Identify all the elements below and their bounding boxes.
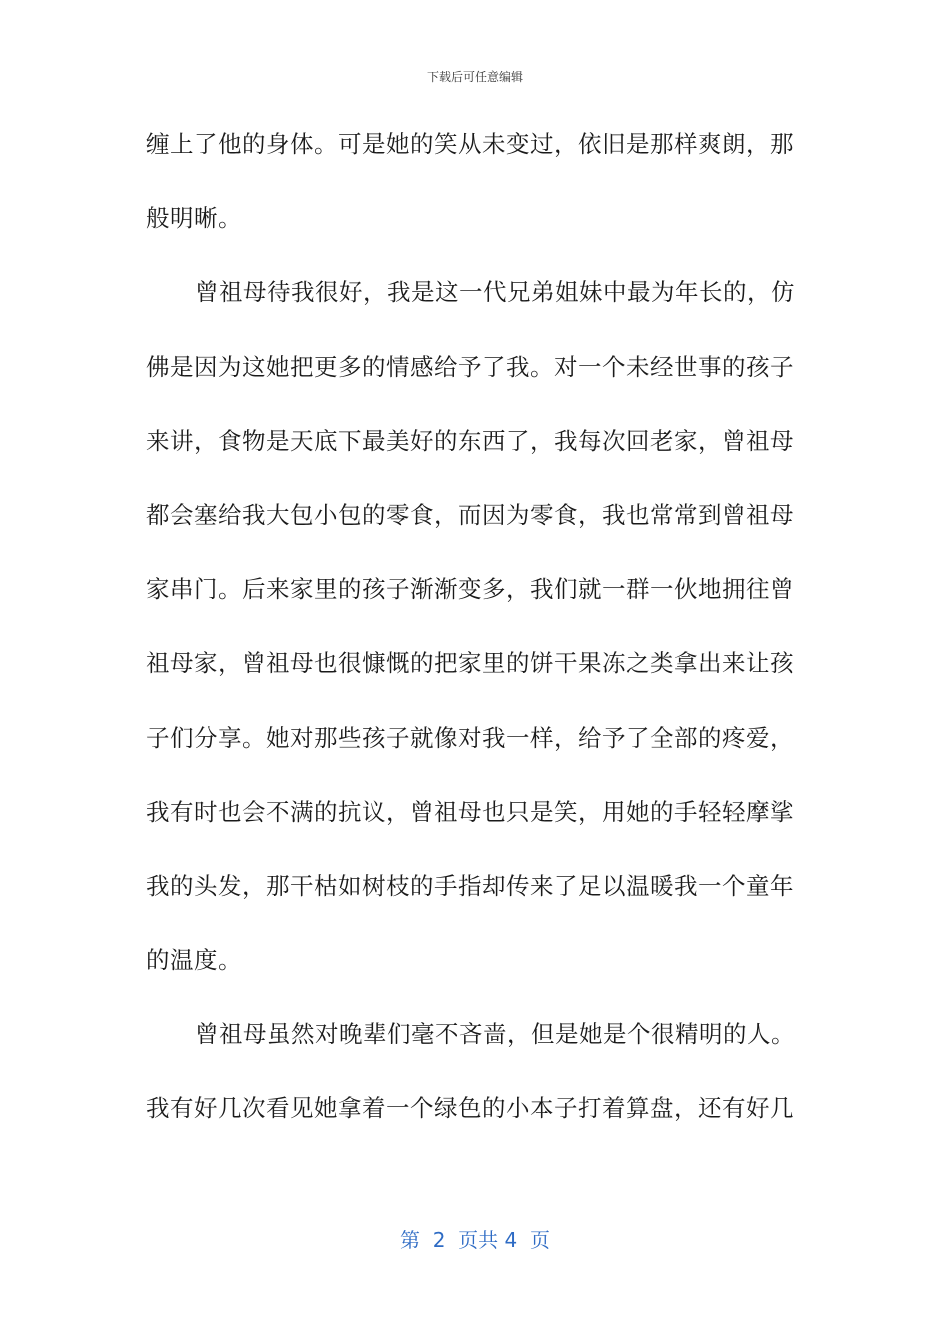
text-line: 佛是因为这她把更多的情感给予了我。对一个未经世事的孩子 [146,352,794,381]
text-line: 般明晰。 [146,204,242,233]
text-line: 来讲，食物是天底下最美好的东西了，我每次回老家，曾祖母 [146,426,794,455]
text-line: 的温度。 [146,946,242,975]
text-line: 都会塞给我大包小包的零食，而因为零食，我也常常到曾祖母 [146,500,794,529]
text-line: 家串门。后来家里的孩子渐渐变多，我们就一群一伙地拥往曾 [146,575,794,604]
text-line: 我有时也会不满的抗议，曾祖母也只是笑，用她的手轻轻摩挲 [146,797,794,826]
page-footer: 第 2 页共 4 页 [400,1228,550,1252]
text-line: 我有好几次看见她拿着一个绿色的小本子打着算盘，还有好几 [146,1094,794,1123]
document-body [146,120,795,1159]
text-line: 祖母家，曾祖母也很慷慨的把家里的饼干果冻之类拿出来让孩 [146,649,794,678]
page-header: 下载后可任意编辑 [426,70,523,84]
text-line: 子们分享。她对那些孩子就像对我一样，给予了全部的疼爱， [146,723,794,752]
text-line: 我的头发，那干枯如树枝的手指却传来了足以温暖我一个童年 [146,871,794,900]
text-line: 缠上了他的身体。可是她的笑从未变过，依旧是那样爽朗，那 [146,130,794,158]
text-line: 曾祖母虽然对晚辈们毫不吝啬，但是她是个很精明的人。 [195,1020,795,1049]
text-line: 曾祖母待我很好，我是这一代兄弟姐妹中最为年长的，仿 [195,278,795,307]
